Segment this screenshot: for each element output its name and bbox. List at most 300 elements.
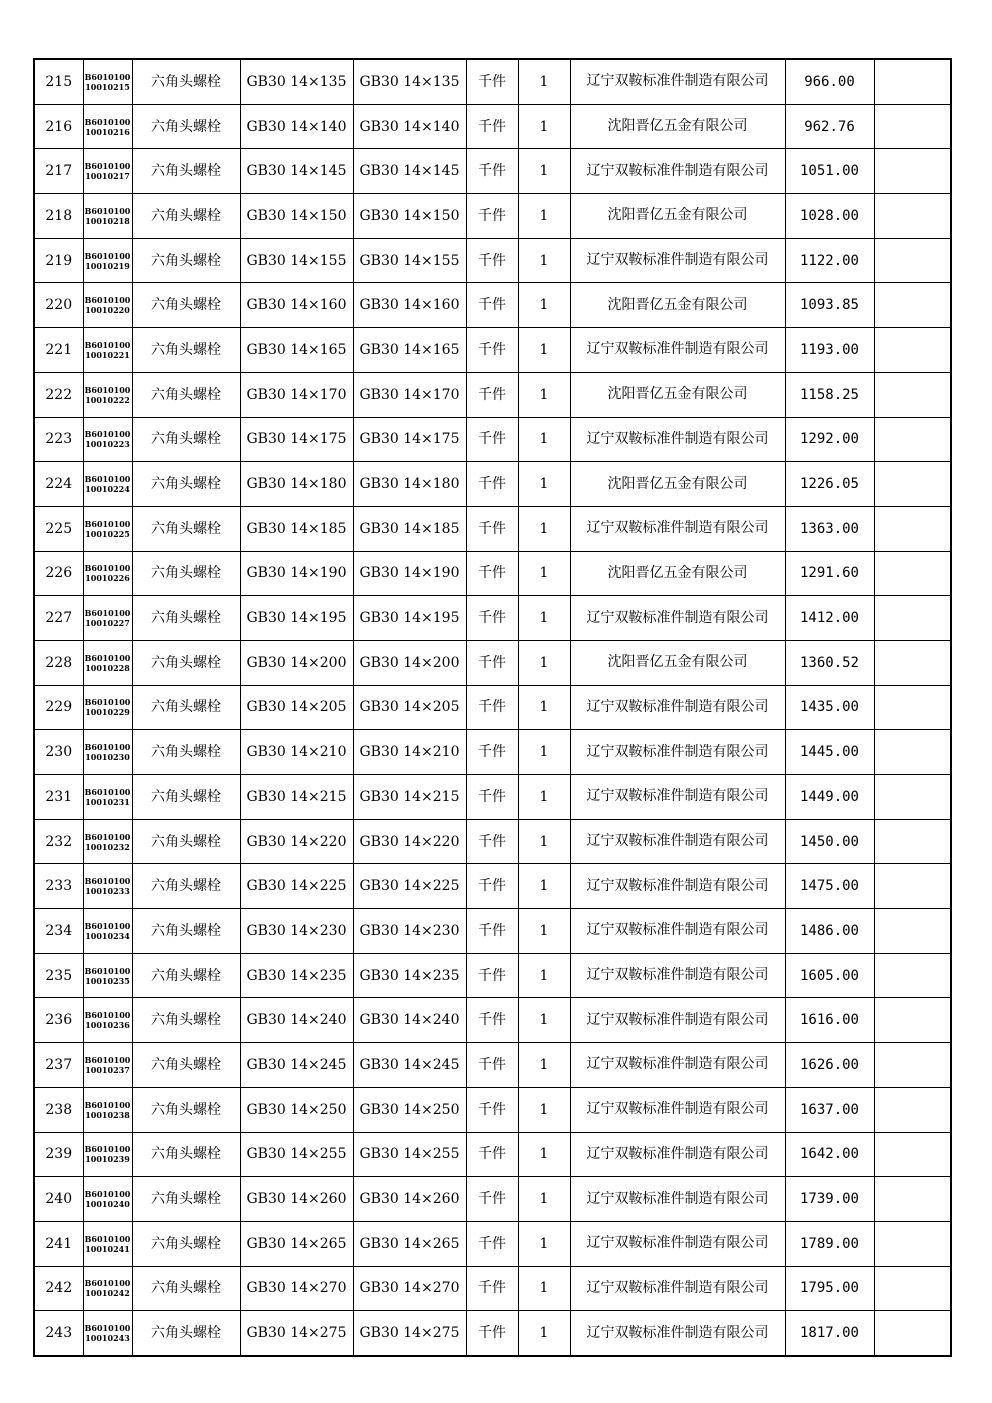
remark-cell — [874, 909, 951, 954]
price-cell: 1450.00 — [785, 819, 874, 864]
table-row — [34, 819, 951, 864]
spec-model-cell: GB30 14×225 — [240, 864, 353, 909]
row-number-cell: 227 — [34, 596, 83, 641]
quantity-cell: 1 — [518, 1177, 570, 1222]
table-row — [34, 194, 951, 239]
material-name-cell: 六角头螺栓 — [132, 59, 240, 104]
row-number-cell: 218 — [34, 194, 83, 239]
row-number-cell: 238 — [34, 1087, 83, 1132]
spec-standard-cell: GB30 14×145 — [353, 149, 466, 194]
spec-model-cell: GB30 14×190 — [240, 551, 353, 596]
material-code-cell: B601010010010223 — [83, 417, 132, 462]
unit-cell: 千件 — [466, 596, 518, 641]
price-cell: 1486.00 — [785, 909, 874, 954]
price-cell: 1605.00 — [785, 953, 874, 998]
spec-model-cell: GB30 14×270 — [240, 1266, 353, 1311]
table-row — [34, 328, 951, 373]
material-code-cell: B601010010010234 — [83, 909, 132, 954]
table-row — [34, 149, 951, 194]
quantity-cell: 1 — [518, 417, 570, 462]
remark-cell — [874, 730, 951, 775]
spec-model-cell: GB30 14×155 — [240, 238, 353, 283]
row-number-cell: 219 — [34, 238, 83, 283]
quantity-cell: 1 — [518, 864, 570, 909]
table-row — [34, 864, 951, 909]
supplier-cell: 辽宁双鞍标准件制造有限公司 — [570, 998, 785, 1043]
unit-cell: 千件 — [466, 730, 518, 775]
row-number-cell: 222 — [34, 372, 83, 417]
supplier-cell: 沈阳晋亿五金有限公司 — [570, 194, 785, 239]
row-number-cell: 234 — [34, 909, 83, 954]
unit-cell: 千件 — [466, 59, 518, 104]
material-code-cell: B601010010010233 — [83, 864, 132, 909]
unit-cell: 千件 — [466, 640, 518, 685]
spec-model-cell: GB30 14×160 — [240, 283, 353, 328]
quantity-cell: 1 — [518, 1132, 570, 1177]
material-name-cell: 六角头螺栓 — [132, 194, 240, 239]
remark-cell — [874, 1043, 951, 1088]
table-row — [34, 506, 951, 551]
table-row — [34, 372, 951, 417]
material-name-cell: 六角头螺栓 — [132, 819, 240, 864]
row-number-cell: 225 — [34, 506, 83, 551]
supplier-cell: 辽宁双鞍标准件制造有限公司 — [570, 685, 785, 730]
supplier-cell: 辽宁双鞍标准件制造有限公司 — [570, 1177, 785, 1222]
material-code-cell: B601010010010241 — [83, 1221, 132, 1266]
unit-cell: 千件 — [466, 372, 518, 417]
material-name-cell: 六角头螺栓 — [132, 372, 240, 417]
material-code-cell: B601010010010230 — [83, 730, 132, 775]
price-cell: 1226.05 — [785, 462, 874, 507]
unit-cell: 千件 — [466, 1266, 518, 1311]
price-cell: 1435.00 — [785, 685, 874, 730]
price-cell: 1193.00 — [785, 328, 874, 373]
spec-standard-cell: GB30 14×240 — [353, 998, 466, 1043]
row-number-cell: 241 — [34, 1221, 83, 1266]
material-name-cell: 六角头螺栓 — [132, 1221, 240, 1266]
spec-model-cell: GB30 14×135 — [240, 59, 353, 104]
material-code-cell: B601010010010243 — [83, 1311, 132, 1356]
spec-standard-cell: GB30 14×275 — [353, 1311, 466, 1356]
material-code-cell: B601010010010225 — [83, 506, 132, 551]
table-row — [34, 59, 951, 104]
quantity-cell: 1 — [518, 1221, 570, 1266]
spec-standard-cell: GB30 14×220 — [353, 819, 466, 864]
spec-standard-cell: GB30 14×260 — [353, 1177, 466, 1222]
row-number-cell: 231 — [34, 775, 83, 820]
spec-standard-cell: GB30 14×140 — [353, 104, 466, 149]
unit-cell: 千件 — [466, 1221, 518, 1266]
spec-model-cell: GB30 14×250 — [240, 1087, 353, 1132]
table-row — [34, 104, 951, 149]
remark-cell — [874, 328, 951, 373]
remark-cell — [874, 998, 951, 1043]
table-row — [34, 998, 951, 1043]
supplier-cell: 辽宁双鞍标准件制造有限公司 — [570, 1087, 785, 1132]
spec-standard-cell: GB30 14×235 — [353, 953, 466, 998]
price-table — [33, 58, 952, 1357]
row-number-cell: 229 — [34, 685, 83, 730]
spec-model-cell: GB30 14×150 — [240, 194, 353, 239]
table-row — [34, 909, 951, 954]
material-name-cell: 六角头螺栓 — [132, 238, 240, 283]
row-number-cell: 230 — [34, 730, 83, 775]
price-cell: 1445.00 — [785, 730, 874, 775]
material-code-cell: B601010010010218 — [83, 194, 132, 239]
quantity-cell: 1 — [518, 506, 570, 551]
unit-cell: 千件 — [466, 1043, 518, 1088]
price-cell: 1637.00 — [785, 1087, 874, 1132]
spec-model-cell: GB30 14×185 — [240, 506, 353, 551]
unit-cell: 千件 — [466, 104, 518, 149]
spec-model-cell: GB30 14×140 — [240, 104, 353, 149]
spec-model-cell: GB30 14×165 — [240, 328, 353, 373]
row-number-cell: 217 — [34, 149, 83, 194]
spec-standard-cell: GB30 14×210 — [353, 730, 466, 775]
spec-model-cell: GB30 14×265 — [240, 1221, 353, 1266]
price-cell: 1626.00 — [785, 1043, 874, 1088]
spec-standard-cell: GB30 14×190 — [353, 551, 466, 596]
material-name-cell: 六角头螺栓 — [132, 1087, 240, 1132]
unit-cell: 千件 — [466, 194, 518, 239]
remark-cell — [874, 1311, 951, 1356]
supplier-cell: 沈阳晋亿五金有限公司 — [570, 640, 785, 685]
unit-cell: 千件 — [466, 819, 518, 864]
quantity-cell: 1 — [518, 596, 570, 641]
supplier-cell: 辽宁双鞍标准件制造有限公司 — [570, 1311, 785, 1356]
unit-cell: 千件 — [466, 149, 518, 194]
table-row — [34, 551, 951, 596]
table-row — [34, 238, 951, 283]
remark-cell — [874, 1132, 951, 1177]
unit-cell: 千件 — [466, 909, 518, 954]
spec-model-cell: GB30 14×200 — [240, 640, 353, 685]
material-code-cell: B601010010010232 — [83, 819, 132, 864]
material-name-cell: 六角头螺栓 — [132, 998, 240, 1043]
remark-cell — [874, 1177, 951, 1222]
supplier-cell: 辽宁双鞍标准件制造有限公司 — [570, 953, 785, 998]
material-code-cell: B601010010010222 — [83, 372, 132, 417]
table-row — [34, 640, 951, 685]
quantity-cell: 1 — [518, 685, 570, 730]
spec-model-cell: GB30 14×175 — [240, 417, 353, 462]
remark-cell — [874, 775, 951, 820]
material-name-cell: 六角头螺栓 — [132, 283, 240, 328]
row-number-cell: 235 — [34, 953, 83, 998]
remark-cell — [874, 104, 951, 149]
spec-standard-cell: GB30 14×200 — [353, 640, 466, 685]
spec-standard-cell: GB30 14×135 — [353, 59, 466, 104]
supplier-cell: 辽宁双鞍标准件制造有限公司 — [570, 864, 785, 909]
material-name-cell: 六角头螺栓 — [132, 596, 240, 641]
row-number-cell: 220 — [34, 283, 83, 328]
price-cell: 966.00 — [785, 59, 874, 104]
row-number-cell: 226 — [34, 551, 83, 596]
remark-cell — [874, 596, 951, 641]
material-code-cell: B601010010010229 — [83, 685, 132, 730]
quantity-cell: 1 — [518, 149, 570, 194]
unit-cell: 千件 — [466, 775, 518, 820]
supplier-cell: 辽宁双鞍标准件制造有限公司 — [570, 417, 785, 462]
table-row — [34, 953, 951, 998]
table-row — [34, 1043, 951, 1088]
unit-cell: 千件 — [466, 685, 518, 730]
material-name-cell: 六角头螺栓 — [132, 640, 240, 685]
row-number-cell: 237 — [34, 1043, 83, 1088]
spec-standard-cell: GB30 14×215 — [353, 775, 466, 820]
spec-standard-cell: GB30 14×180 — [353, 462, 466, 507]
material-code-cell: B601010010010219 — [83, 238, 132, 283]
material-name-cell: 六角头螺栓 — [132, 685, 240, 730]
spec-model-cell: GB30 14×235 — [240, 953, 353, 998]
spec-model-cell: GB30 14×180 — [240, 462, 353, 507]
spec-standard-cell: GB30 14×255 — [353, 1132, 466, 1177]
quantity-cell: 1 — [518, 551, 570, 596]
supplier-cell: 辽宁双鞍标准件制造有限公司 — [570, 1132, 785, 1177]
table-row — [34, 283, 951, 328]
spec-standard-cell: GB30 14×175 — [353, 417, 466, 462]
quantity-cell: 1 — [518, 1266, 570, 1311]
table-body — [34, 59, 951, 1356]
unit-cell: 千件 — [466, 328, 518, 373]
remark-cell — [874, 1087, 951, 1132]
remark-cell — [874, 640, 951, 685]
unit-cell: 千件 — [466, 462, 518, 507]
table-row — [34, 730, 951, 775]
unit-cell: 千件 — [466, 1087, 518, 1132]
spec-model-cell: GB30 14×195 — [240, 596, 353, 641]
material-name-cell: 六角头螺栓 — [132, 462, 240, 507]
remark-cell — [874, 864, 951, 909]
material-name-cell: 六角头螺栓 — [132, 775, 240, 820]
material-code-cell: B601010010010235 — [83, 953, 132, 998]
price-cell: 1789.00 — [785, 1221, 874, 1266]
row-number-cell: 236 — [34, 998, 83, 1043]
quantity-cell: 1 — [518, 819, 570, 864]
material-code-cell: B601010010010224 — [83, 462, 132, 507]
spec-standard-cell: GB30 14×150 — [353, 194, 466, 239]
material-name-cell: 六角头螺栓 — [132, 149, 240, 194]
unit-cell: 千件 — [466, 417, 518, 462]
quantity-cell: 1 — [518, 730, 570, 775]
spec-model-cell: GB30 14×260 — [240, 1177, 353, 1222]
supplier-cell: 辽宁双鞍标准件制造有限公司 — [570, 238, 785, 283]
spec-standard-cell: GB30 14×195 — [353, 596, 466, 641]
spec-model-cell: GB30 14×215 — [240, 775, 353, 820]
material-code-cell: B601010010010220 — [83, 283, 132, 328]
supplier-cell: 辽宁双鞍标准件制造有限公司 — [570, 730, 785, 775]
spec-standard-cell: GB30 14×225 — [353, 864, 466, 909]
supplier-cell: 辽宁双鞍标准件制造有限公司 — [570, 328, 785, 373]
material-name-cell: 六角头螺栓 — [132, 864, 240, 909]
quantity-cell: 1 — [518, 238, 570, 283]
remark-cell — [874, 194, 951, 239]
spec-model-cell: GB30 14×170 — [240, 372, 353, 417]
price-cell: 1739.00 — [785, 1177, 874, 1222]
table-row — [34, 1087, 951, 1132]
table-row — [34, 775, 951, 820]
material-name-cell: 六角头螺栓 — [132, 1311, 240, 1356]
price-cell: 1158.25 — [785, 372, 874, 417]
material-name-cell: 六角头螺栓 — [132, 1177, 240, 1222]
material-name-cell: 六角头螺栓 — [132, 551, 240, 596]
supplier-cell: 辽宁双鞍标准件制造有限公司 — [570, 909, 785, 954]
unit-cell: 千件 — [466, 1311, 518, 1356]
supplier-cell: 辽宁双鞍标准件制造有限公司 — [570, 1221, 785, 1266]
material-code-cell: B601010010010221 — [83, 328, 132, 373]
unit-cell: 千件 — [466, 238, 518, 283]
row-number-cell: 228 — [34, 640, 83, 685]
price-cell: 1028.00 — [785, 194, 874, 239]
supplier-cell: 辽宁双鞍标准件制造有限公司 — [570, 59, 785, 104]
price-cell: 1051.00 — [785, 149, 874, 194]
material-code-cell: B601010010010216 — [83, 104, 132, 149]
table-row — [34, 1177, 951, 1222]
material-name-cell: 六角头螺栓 — [132, 417, 240, 462]
supplier-cell: 辽宁双鞍标准件制造有限公司 — [570, 1043, 785, 1088]
material-code-cell: B601010010010240 — [83, 1177, 132, 1222]
material-code-cell: B601010010010226 — [83, 551, 132, 596]
supplier-cell: 辽宁双鞍标准件制造有限公司 — [570, 596, 785, 641]
supplier-cell: 沈阳晋亿五金有限公司 — [570, 372, 785, 417]
material-name-cell: 六角头螺栓 — [132, 1043, 240, 1088]
price-cell: 962.76 — [785, 104, 874, 149]
quantity-cell: 1 — [518, 104, 570, 149]
material-code-cell: B601010010010237 — [83, 1043, 132, 1088]
row-number-cell: 242 — [34, 1266, 83, 1311]
remark-cell — [874, 372, 951, 417]
quantity-cell: 1 — [518, 328, 570, 373]
price-cell: 1449.00 — [785, 775, 874, 820]
quantity-cell: 1 — [518, 283, 570, 328]
material-code-cell: B601010010010238 — [83, 1087, 132, 1132]
spec-model-cell: GB30 14×255 — [240, 1132, 353, 1177]
spec-standard-cell: GB30 14×155 — [353, 238, 466, 283]
remark-cell — [874, 59, 951, 104]
unit-cell: 千件 — [466, 551, 518, 596]
spec-standard-cell: GB30 14×205 — [353, 685, 466, 730]
table-row — [34, 462, 951, 507]
remark-cell — [874, 506, 951, 551]
row-number-cell: 216 — [34, 104, 83, 149]
price-cell: 1093.85 — [785, 283, 874, 328]
supplier-cell: 辽宁双鞍标准件制造有限公司 — [570, 149, 785, 194]
remark-cell — [874, 238, 951, 283]
price-cell: 1642.00 — [785, 1132, 874, 1177]
supplier-cell: 沈阳晋亿五金有限公司 — [570, 551, 785, 596]
remark-cell — [874, 283, 951, 328]
material-code-cell: B601010010010215 — [83, 59, 132, 104]
quantity-cell: 1 — [518, 194, 570, 239]
spec-model-cell: GB30 14×220 — [240, 819, 353, 864]
supplier-cell: 辽宁双鞍标准件制造有限公司 — [570, 1266, 785, 1311]
table-row — [34, 1221, 951, 1266]
spec-standard-cell: GB30 14×265 — [353, 1221, 466, 1266]
remark-cell — [874, 551, 951, 596]
material-code-cell: B601010010010242 — [83, 1266, 132, 1311]
row-number-cell: 224 — [34, 462, 83, 507]
table-row — [34, 1266, 951, 1311]
remark-cell — [874, 819, 951, 864]
remark-cell — [874, 149, 951, 194]
row-number-cell: 215 — [34, 59, 83, 104]
quantity-cell: 1 — [518, 1087, 570, 1132]
spec-standard-cell: GB30 14×160 — [353, 283, 466, 328]
row-number-cell: 221 — [34, 328, 83, 373]
quantity-cell: 1 — [518, 909, 570, 954]
spec-model-cell: GB30 14×230 — [240, 909, 353, 954]
material-name-cell: 六角头螺栓 — [132, 730, 240, 775]
table-row — [34, 1311, 951, 1356]
material-name-cell: 六角头螺栓 — [132, 506, 240, 551]
price-cell: 1475.00 — [785, 864, 874, 909]
spec-standard-cell: GB30 14×245 — [353, 1043, 466, 1088]
material-name-cell: 六角头螺栓 — [132, 909, 240, 954]
remark-cell — [874, 1266, 951, 1311]
price-cell: 1795.00 — [785, 1266, 874, 1311]
spec-standard-cell: GB30 14×185 — [353, 506, 466, 551]
spec-standard-cell: GB30 14×230 — [353, 909, 466, 954]
quantity-cell: 1 — [518, 1043, 570, 1088]
supplier-cell: 辽宁双鞍标准件制造有限公司 — [570, 819, 785, 864]
row-number-cell: 232 — [34, 819, 83, 864]
material-name-cell: 六角头螺栓 — [132, 104, 240, 149]
remark-cell — [874, 417, 951, 462]
material-name-cell: 六角头螺栓 — [132, 1132, 240, 1177]
spec-model-cell: GB30 14×275 — [240, 1311, 353, 1356]
supplier-cell: 沈阳晋亿五金有限公司 — [570, 104, 785, 149]
row-number-cell: 240 — [34, 1177, 83, 1222]
spec-model-cell: GB30 14×205 — [240, 685, 353, 730]
unit-cell: 千件 — [466, 864, 518, 909]
material-name-cell: 六角头螺栓 — [132, 1266, 240, 1311]
material-name-cell: 六角头螺栓 — [132, 328, 240, 373]
price-cell: 1292.00 — [785, 417, 874, 462]
table-row — [34, 1132, 951, 1177]
unit-cell: 千件 — [466, 1177, 518, 1222]
remark-cell — [874, 685, 951, 730]
price-cell: 1817.00 — [785, 1311, 874, 1356]
spec-standard-cell: GB30 14×270 — [353, 1266, 466, 1311]
price-cell: 1122.00 — [785, 238, 874, 283]
quantity-cell: 1 — [518, 372, 570, 417]
material-code-cell: B601010010010236 — [83, 998, 132, 1043]
row-number-cell: 223 — [34, 417, 83, 462]
quantity-cell: 1 — [518, 59, 570, 104]
table-row — [34, 596, 951, 641]
table-row — [34, 417, 951, 462]
material-code-cell: B601010010010217 — [83, 149, 132, 194]
spec-standard-cell: GB30 14×250 — [353, 1087, 466, 1132]
material-code-cell: B601010010010227 — [83, 596, 132, 641]
price-cell: 1360.52 — [785, 640, 874, 685]
supplier-cell: 辽宁双鞍标准件制造有限公司 — [570, 506, 785, 551]
spec-standard-cell: GB30 14×165 — [353, 328, 466, 373]
unit-cell: 千件 — [466, 283, 518, 328]
quantity-cell: 1 — [518, 1311, 570, 1356]
supplier-cell: 沈阳晋亿五金有限公司 — [570, 462, 785, 507]
spec-standard-cell: GB30 14×170 — [353, 372, 466, 417]
supplier-cell: 沈阳晋亿五金有限公司 — [570, 283, 785, 328]
material-code-cell: B601010010010239 — [83, 1132, 132, 1177]
unit-cell: 千件 — [466, 506, 518, 551]
remark-cell — [874, 953, 951, 998]
spec-model-cell: GB30 14×240 — [240, 998, 353, 1043]
unit-cell: 千件 — [466, 953, 518, 998]
unit-cell: 千件 — [466, 998, 518, 1043]
quantity-cell: 1 — [518, 462, 570, 507]
price-cell: 1412.00 — [785, 596, 874, 641]
